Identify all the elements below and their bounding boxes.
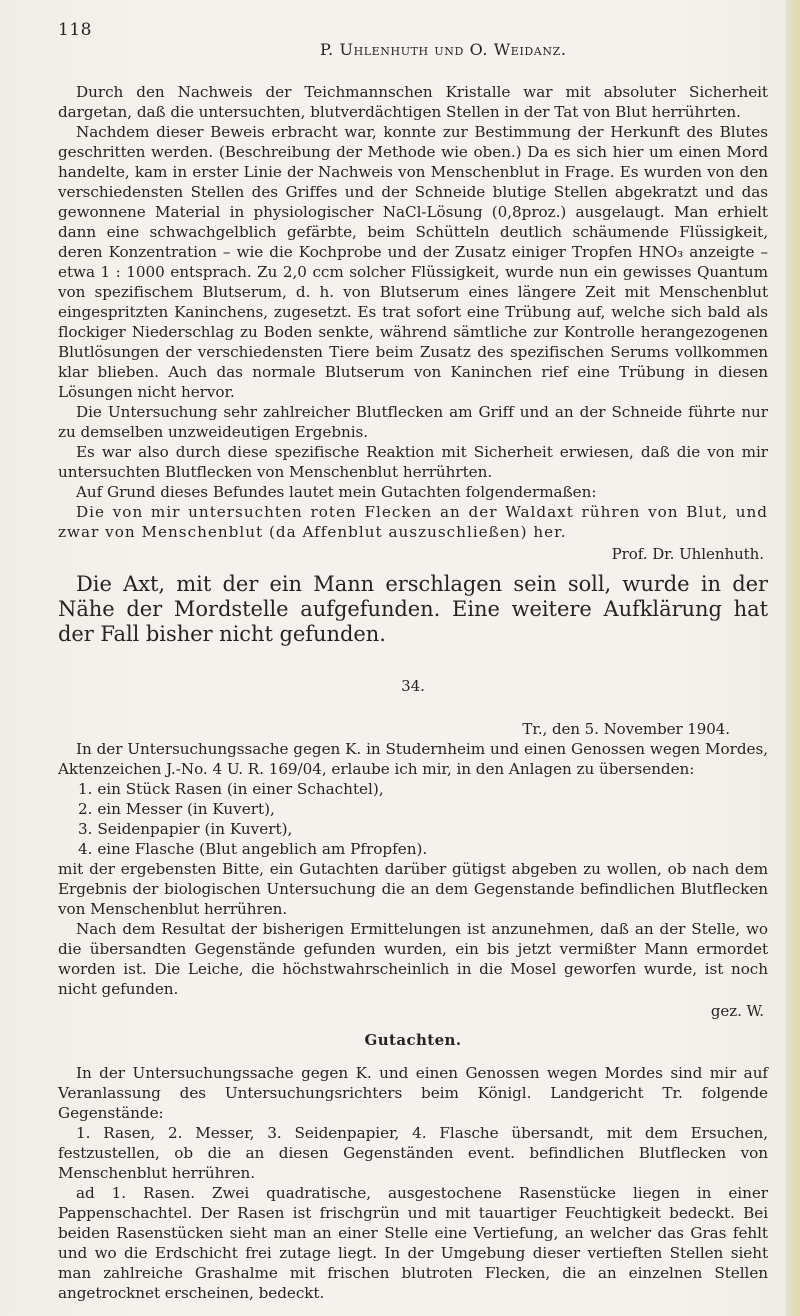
- gutachten-rasen: ad 1. Rasen. Zwei quadratische, ausgestochene Rasenstücke liegen in einer Pappenschachtel. Der Rasen ist frischgrün und mit tauartiger Feuchtigkeit bedeckt. Bei beiden Rasenstücken sieht man an einer Stelle eine Vertiefung, an welcher das Gras fehlt und wo die Erdschicht frei zutage liegt. In der Umgebung dieser vertieften Stellen sieht man zahlreiche Grashalme mit frischen blutroten Flecken, die an einzelnen Stellen angetrocknet erscheinen, bedeckt.: [58, 1184, 768, 1302]
- paragraph-methode: Nachdem dieser Beweis erbracht war, konnte zur Bestimmung der Herkunft des Blutes geschritten werden. (Beschreibung der Methode wie oben.) Da es sich hier um einen Mord handelte, kam in erster Linie der Nachweis von Menschenblut in Frage. Es wurden von den verschiedensten Stellen des Griffes und der Schneide blutige Stellen abgekratzt und das gewonnene Material in physiologischer NaCl-Lösung (0,8proz.) ausgelaugt. Man erhielt dann eine schwachgelblich gefärbte, beim Schütteln deutlich schäumende Flüssigkeit, deren Konzentration – wie die Kochprobe und der Zusatz einiger Tropfen HNO₃ anzeigte – etwa 1 : 1000 entsprach. Zu 2,0 ccm solcher Flüssigkeit, wurde nun ein gewisses Quantum von spezifischem Blutserum, d. h. von Blutserum eines längere Zeit mit Menschenblut eingespritzten Kaninchens, zugesetzt. Es trat sofort eine Trübung auf, welche sich bald als flockiger Niederschlag zu Boden senkte, während sämtliche zur Kontrolle herangezogenen Blutlösungen der verschiedensten Tiere beim Zusatz des spezifischen Serums vollkommen klar blieben. Auch das normale Blutserum von Kaninchen rief eine Trübung in diesen Lösungen nicht hervor.: [58, 123, 768, 401]
- signature-w: gez. W.: [710, 1002, 764, 1020]
- gutachten-title: Gutachten.: [364, 1031, 462, 1049]
- paragraph-ergebnis: Die Untersuchung sehr zahlreicher Blutflecken am Griff und an der Schneide führte nur zu demselben unzweideutigen Ergebnis.: [58, 403, 768, 441]
- paragraph-reaktion: Es war also durch diese spezifische Reaktion mit Sicherheit erwiesen, daß die von mir untersuchten Blutflecken von Menschenblut herrührten.: [58, 443, 768, 481]
- gutachten-items: 1. Rasen, 2. Messer, 3. Seidenpapier, 4. Flasche übersandt, mit dem Ersuchen, festzustellen, ob die an diesen Gegenständen event. befindlichen Blutflecken von Menschenblut herrühren.: [58, 1124, 768, 1182]
- page-number: 118: [58, 20, 92, 40]
- list-item-seidenpapier: 3. Seidenpapier (in Kuvert),: [78, 820, 293, 838]
- date-line: Tr., den 5. November 1904.: [522, 720, 730, 738]
- list-item-rasen: 1. ein Stück Rasen (in einer Schachtel),: [78, 780, 384, 798]
- signature-uhlenhuth: Prof. Dr. Uhlenhuth.: [611, 545, 764, 563]
- outro-paragraph: Die Axt, mit der ein Mann erschlagen sein soll, wurde in der Nähe der Mordstelle aufgefunden. Eine weitere Aufklärung hat der Fall bisher nicht gefunden.: [58, 572, 768, 646]
- page-edge-shadow: [786, 0, 800, 1316]
- verdict-paragraph: Die von mir untersuchten roten Flecken an der Waldaxt rühren von Blut, und zwar von Menschenblut (da Affenblut auszuschließen) her.: [58, 503, 768, 541]
- page-body: [58, 82, 768, 1303]
- list-item-messer: 2. ein Messer (in Kuvert),: [78, 800, 275, 818]
- running-head: P. Uhlenhuth und O. Weidanz.: [320, 40, 567, 59]
- result-paragraph: Nach dem Resultat der bisherigen Ermittelungen ist anzunehmen, daß an der Stelle, wo die übersandten Gegenstände gefunden wurden, ein bis jetzt vermißter Mann ermordet worden ist. Die Leiche, die höchstwahrscheinlich in die Mosel geworfen wurde, ist noch nicht gefunden.: [58, 920, 768, 998]
- paragraph-gutachten-lead: Auf Grund dieses Befundes lautet mein Gutachten folgendermaßen:: [76, 483, 597, 501]
- section-number: 34.: [401, 677, 425, 695]
- list-item-flasche: 4. eine Flasche (Blut angeblich am Pfropfen).: [78, 840, 428, 858]
- paragraph-kristalle: Durch den Nachweis der Teichmannschen Kristalle war mit absoluter Sicherheit dargetan, daß die untersuchten, blutverdächtigen Stellen in der Tat von Blut herrührten.: [58, 83, 768, 121]
- gutachten-intro: In der Untersuchungssache gegen K. und einen Genossen wegen Mordes sind mir auf Veranlassung des Untersuchungsrichters beim Königl. Landgericht Tr. folgende Gegenstände:: [58, 1064, 768, 1122]
- request-intro: In der Untersuchungssache gegen K. in Studernheim und einen Genossen wegen Mordes, Aktenzeichen J.-No. 4 U. R. 169/04, erlaube ich mir, in den Anlagen zu übersenden:: [58, 740, 768, 778]
- request-body: mit der ergebensten Bitte, ein Gutachten darüber gütigst abgeben zu wollen, ob nach dem Ergebnis der biologischen Untersuchung die an dem Gegenstande befindlichen Blutflecken von Menschenblut herrühren.: [58, 860, 768, 918]
